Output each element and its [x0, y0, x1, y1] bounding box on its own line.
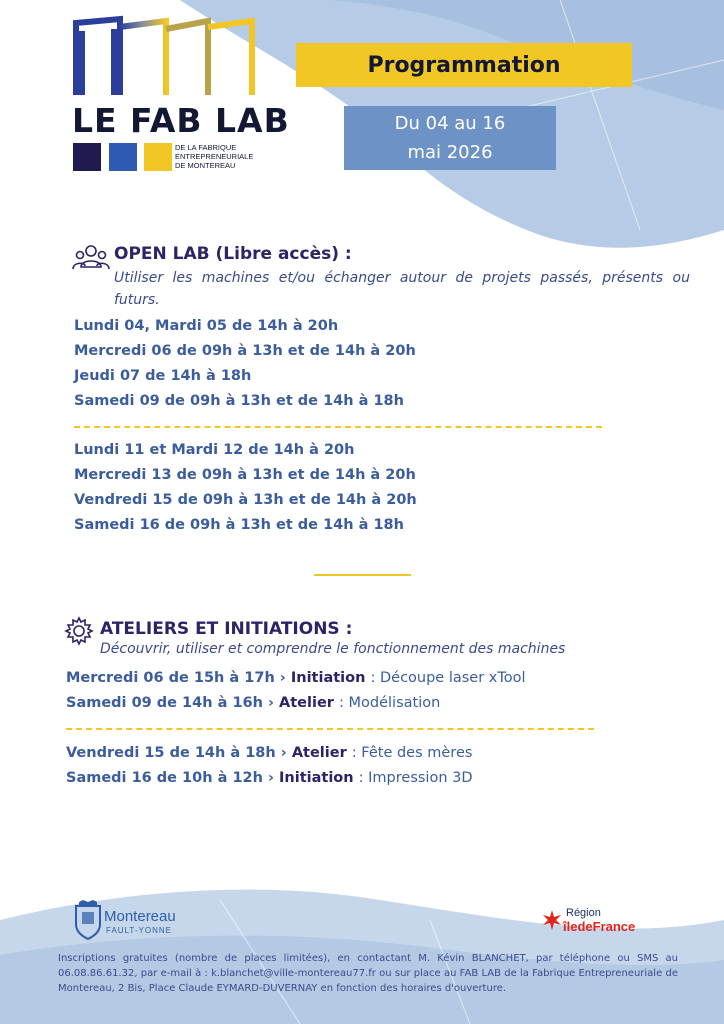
atelier-kind: Initiation — [290, 670, 366, 686]
footer-background — [0, 860, 724, 1024]
programmation-banner: Programmation — [296, 43, 632, 87]
atelier-kind: Atelier — [279, 695, 334, 711]
section-divider — [314, 574, 411, 576]
montereau-subtitle: FAULT-YONNE — [106, 926, 172, 935]
open-lab-slot: Jeudi 07 de 14h à 18h — [74, 368, 252, 384]
atelier-item: Vendredi 15 de 14h à 18h › Atelier : Fête des mères — [66, 745, 473, 761]
open-lab-slot: Lundi 11 et Mardi 12 de 14h à 20h — [74, 442, 355, 458]
atelier-item: Samedi 09 de 14h à 16h › Atelier : Modélisation — [66, 695, 441, 711]
logo-title: LE FAB LAB — [72, 101, 290, 140]
open-lab-slot: Samedi 16 de 09h à 13h et de 14h à 18h — [74, 517, 404, 533]
atelier-kind: Atelier — [291, 745, 347, 761]
logo-square-blue — [109, 143, 137, 171]
logo-square-navy — [73, 143, 101, 171]
gear-icon — [64, 616, 94, 646]
atelier-item: Mercredi 06 de 15h à 17h › Initiation : Découpe laser xTool — [66, 670, 526, 686]
date-line-1: Du 04 au 16 — [394, 113, 506, 134]
open-lab-slot: Vendredi 15 de 09h à 13h et de 14h à 20h — [74, 492, 417, 508]
footer-inscriptions: Inscriptions gratuites (nombre de places limitées), en contactant M. Kévin BLANCHET, par téléphone ou SMS au 06.08.86.61.32, par e-mail à : k.blanchet@ville-montereau77.fr ou sur place au FAB LAB de la Fabrique Entrepreneuriale de Montereau, 2 Bis, Place Claude EYMARD-DUVERNAY en fonction des horaires d'ouverture. — [58, 953, 678, 994]
week-separator — [66, 728, 594, 730]
people-icon — [72, 243, 110, 273]
region-star-icon — [542, 910, 562, 930]
date-line-2: mai 2026 — [407, 142, 493, 163]
week-separator — [74, 426, 602, 428]
open-lab-title: OPEN LAB (Libre accès) : — [114, 244, 352, 264]
open-lab-slot: Lundi 04, Mardi 05 de 14h à 20h — [74, 318, 339, 334]
open-lab-slot: Mercredi 13 de 09h à 13h et de 14h à 20h — [74, 467, 416, 483]
logo-square-yellow — [144, 143, 172, 171]
ateliers-title: ATELIERS ET INITIATIONS : — [100, 619, 353, 639]
open-lab-slot: Mercredi 06 de 09h à 13h et de 14h à 20h — [74, 343, 416, 359]
open-lab-slot: Samedi 09 de 09h à 13h et de 14h à 18h — [74, 393, 404, 409]
montereau-crest-icon — [74, 900, 102, 940]
logo-subtitle: DE LA FABRIQUE ENTREPRENEURIALE DE MONTEREAU — [175, 143, 254, 170]
open-lab-description: Utiliser les machines et/ou échanger autour de projets passés, présents ou futurs. — [114, 270, 690, 308]
region-name: îledeFrance — [563, 919, 636, 934]
montereau-name: Montereau — [104, 908, 176, 925]
atelier-item: Samedi 16 de 10h à 12h › Initiation : Impression 3D — [66, 770, 473, 786]
date-range-box — [344, 106, 556, 170]
region-label: Région — [566, 907, 601, 919]
ateliers-description: Découvrir, utiliser et comprendre le fonctionnement des machines — [100, 641, 566, 657]
atelier-kind: Initiation — [279, 770, 354, 786]
